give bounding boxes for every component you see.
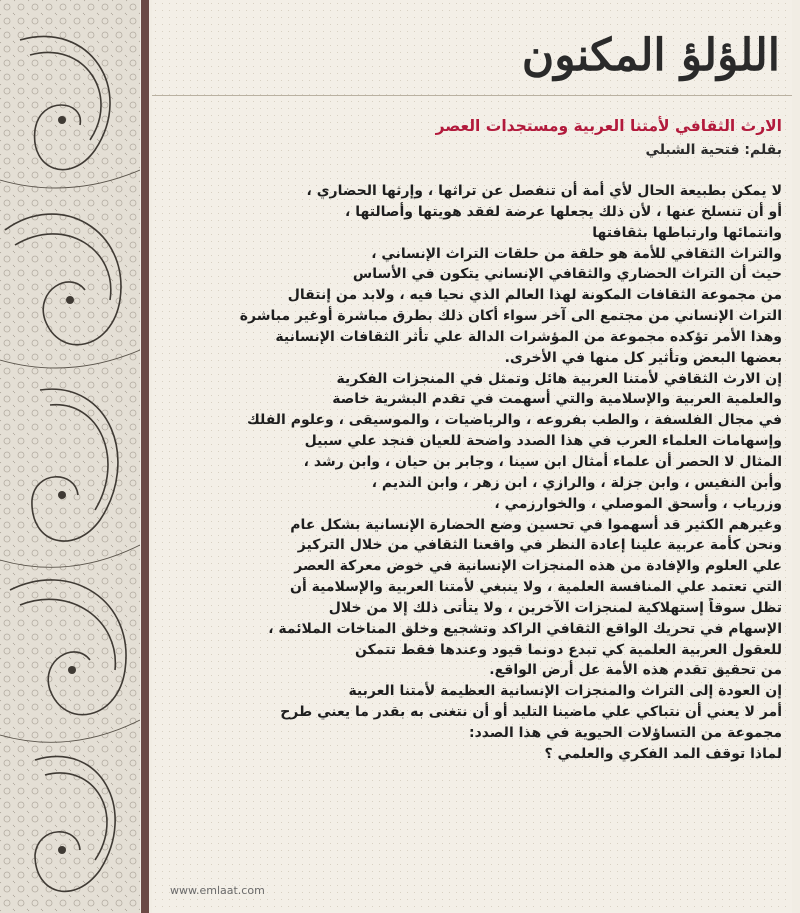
masthead-title: اللؤلؤ المكنون bbox=[521, 30, 780, 81]
article-byline: بقلم: فتحية الشبلي bbox=[645, 142, 782, 158]
body-line: وانتمائها وارتباطها بثقافتها bbox=[592, 224, 782, 241]
body-line: والتراث الثقافي للأمة هو حلقة من حلقات التراث الإنساني ، bbox=[371, 245, 782, 262]
body-line: ونحن كأمة عربية علينا إعادة النظر في واقعنا الثقافي من خلال التركيز bbox=[297, 537, 782, 554]
body-line: بعضها البعض وتأثير كل منها في الأخرى. bbox=[504, 349, 782, 366]
body-line: الإسهام في تحريك الواقع الثقافي الراكد وتشجيع وخلق المناخات الملائمة ، bbox=[268, 620, 782, 637]
body-line: حيث أن التراث الحضاري والثقافي الإنساني يتكون في الأساس bbox=[352, 266, 782, 283]
body-line: المثال لا الحصر أن علماء أمثال ابن سينا ، وجابر بن حيان ، وابن رشد ، bbox=[303, 453, 782, 470]
body-line: وغيرهم الكثير قد أسهموا في تحسين وضع الحضارة الإنسانية بشكل عام bbox=[290, 516, 782, 533]
paisley-pattern-icon bbox=[0, 0, 140, 913]
body-line: من مجموعة الثقافات المكونة لهذا العالم الذي نحيا فيه ، ولابد من إنتقال bbox=[287, 287, 782, 304]
body-line: علي العلوم والإفادة من هذه المنجزات الإنسانية في خوض معركة العصر bbox=[294, 558, 782, 575]
article-body bbox=[164, 181, 782, 765]
article-column bbox=[152, 0, 792, 913]
article-headline: الارث الثقافي لأمتنا العربية ومستجدات العصر bbox=[435, 117, 782, 135]
body-line: والعلمية العربية والإسلامية والتي أسهمت في تقدم البشرية خاصة bbox=[332, 391, 782, 408]
body-line: وأبن النفيس ، وابن جزلة ، والرازي ، ابن زهر ، وابن النديم ، bbox=[371, 474, 782, 491]
source-credit: www.emlaat.com bbox=[170, 884, 265, 897]
body-line: لا يمكن بطبيعة الحال لأي أمة أن تنفصل عن تراثها ، وإرثها الحضاري ، bbox=[306, 183, 782, 199]
body-line: إن العودة إلى التراث والمنجزات الإنسانية العظيمة لأمتنا العربية bbox=[348, 683, 782, 700]
body-line: مجموعة من التساؤلات الحيوية في هذا الصدد: bbox=[469, 724, 782, 741]
masthead-rule bbox=[152, 95, 792, 96]
paisley-ornament-strip bbox=[0, 0, 140, 913]
column-divider bbox=[141, 0, 149, 913]
body-line: من تحقيق تقدم هذه الأمة عل أرض الواقع. bbox=[489, 662, 782, 679]
body-line: تظل سوقاً إستهلاكية لمنجزات الآخرين ، ولا يتأتى ذلك إلا من خلال bbox=[328, 599, 782, 616]
body-line: في مجال الفلسفة ، والطب بفروعه ، والرياضيات ، والموسيقى ، وعلوم الفلك bbox=[246, 412, 782, 429]
body-line: أمر لا يعني أن نتباكي علي ماضينا التليد أو أن نتغنى به بقدر ما يعني طرح bbox=[280, 704, 782, 721]
body-line: أو أن تنسلخ عنها ، لأن ذلك يجعلها عرضة لفقد هويتها وأصالتها ، bbox=[345, 203, 782, 220]
body-line: إن الارث الثقافي لأمتنا العربية هائل وتمثل في المنجزات الفكرية bbox=[336, 370, 782, 387]
body-line: وزرياب ، وأسحق الموصلي ، والخوارزمي ، bbox=[494, 495, 782, 512]
body-line: وهذا الأمر تؤكده مجموعة من المؤشرات الدالة علي تأثر الثقافات الإنسانية bbox=[275, 328, 782, 345]
body-line: لماذا توقف المد الفكري والعلمي ؟ bbox=[544, 745, 782, 762]
body-line: التراث الإنساني من مجتمع الى آخر سواء أكان ذلك بطرق مباشرة أوغير مباشرة bbox=[239, 308, 782, 325]
body-line: التي تعتمد علي المنافسة العلمية ، ولا ينبغي لأمتنا العربية والإسلامية أن bbox=[290, 579, 782, 596]
body-line: وإسهامات العلماء العرب في هذا الصدد واضحة للعيان فنجد علي سبيل bbox=[304, 433, 782, 450]
body-line: للعقول العربية العلمية كي تبدع دونما قيود وعندها فقط تتمكن bbox=[354, 641, 782, 658]
